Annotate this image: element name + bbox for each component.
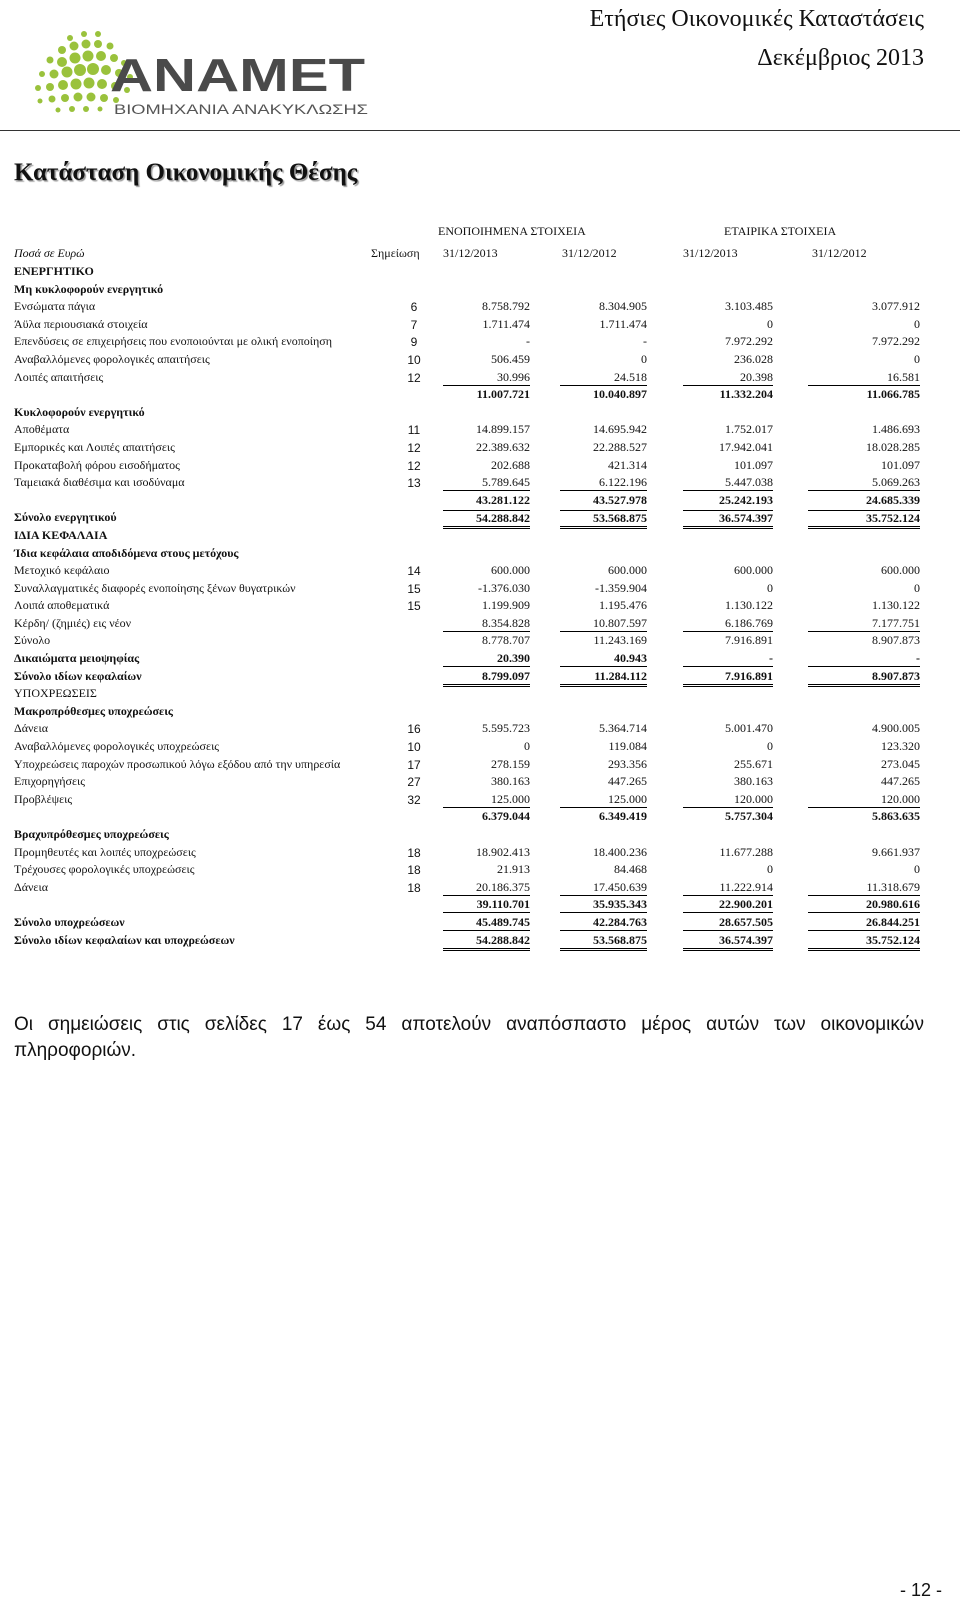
row-value: 20.980.616 <box>808 897 920 913</box>
row-note: 12 <box>407 440 421 455</box>
table-row <box>0 756 960 774</box>
note-header: Σημείωση <box>371 246 420 260</box>
row-value: 5.447.038 <box>683 475 773 491</box>
table-row <box>0 932 960 950</box>
row-value: 3.103.485 <box>725 299 773 314</box>
row-value: 42.284.763 <box>560 915 647 931</box>
balance-sheet-table <box>0 263 960 949</box>
row-value: 8.799.097 <box>443 669 530 687</box>
row-value: 8.907.873 <box>872 633 920 648</box>
row-value: -1.359.904 <box>595 580 647 595</box>
col-header-4: 31/12/2012 <box>812 246 867 260</box>
table-row <box>0 404 960 422</box>
row-label: Συναλλαγματικές διαφορές ενοποίησης ξένων θυγατρικών <box>14 580 296 595</box>
table-row <box>0 632 960 650</box>
row-value: 8.907.873 <box>808 669 920 687</box>
row-value: 5.757.304 <box>725 809 773 824</box>
row-value: 17.942.041 <box>719 439 773 454</box>
row-value: 22.900.201 <box>683 897 773 913</box>
row-value: 9.661.937 <box>872 844 920 859</box>
row-value: 0 <box>914 580 920 595</box>
row-value: 1.486.693 <box>872 422 920 437</box>
row-value: 0 <box>641 351 647 366</box>
row-label: Μη κυκλοφορούν ενεργητικό <box>14 281 164 296</box>
row-label: Κυκλοφορούν ενεργητικό <box>14 404 145 419</box>
row-value: 4.900.005 <box>872 721 920 736</box>
row-value: 22.288.527 <box>593 439 647 454</box>
row-label: Ταμειακά διαθέσιμα και ισοδύναμα <box>14 475 185 490</box>
anamet-logo <box>10 8 375 123</box>
row-value: 600.000 <box>881 563 920 578</box>
table-row <box>0 474 960 492</box>
row-value: 24.685.339 <box>866 492 920 507</box>
group-company: ΕΤΑΙΡΙΚΑ ΣΤΟΙΧΕΙΑ <box>724 224 837 238</box>
row-value: 8.354.828 <box>443 616 530 632</box>
row-value: 24.518 <box>560 370 647 386</box>
row-note: 18 <box>407 880 421 895</box>
row-note: 9 <box>410 335 418 350</box>
row-value: 8.758.792 <box>482 299 530 314</box>
row-note: 32 <box>407 792 421 807</box>
row-value: 0 <box>914 862 920 877</box>
row-label: Σύνολο υποχρεώσεων <box>14 914 125 929</box>
row-label: Προκαταβολή φόρου εισοδήματος <box>14 457 180 472</box>
row-value: 53.568.875 <box>560 933 647 951</box>
row-value: - <box>526 334 530 349</box>
row-value: 26.844.251 <box>808 915 920 931</box>
group-consolidated: ΕΝΟΠΟΙΗΜΕΝΑ ΣΤΟΙΧΕΙΑ <box>438 224 586 238</box>
table-row <box>0 492 960 510</box>
row-label: Δάνεια <box>14 721 48 736</box>
row-value: 236.028 <box>734 351 773 366</box>
row-value: 600.000 <box>734 563 773 578</box>
row-value: 35.752.124 <box>808 510 920 529</box>
row-value: 202.688 <box>491 457 530 472</box>
table-row <box>0 879 960 897</box>
row-value: 0 <box>767 316 773 331</box>
row-value: 39.110.701 <box>443 897 530 913</box>
table-row <box>0 668 960 686</box>
row-label: Σύνολο ενεργητικού <box>14 510 117 525</box>
row-value: 22.389.632 <box>476 439 530 454</box>
row-value: 43.281.122 <box>476 492 530 507</box>
table-row <box>0 281 960 299</box>
row-value: 7.916.891 <box>683 669 773 687</box>
table-row <box>0 298 960 316</box>
row-label: Ίδια κεφάλαια αποδιδόμενα στους μετόχους <box>14 545 239 560</box>
row-value: 20.390 <box>443 651 530 667</box>
logo-wordmark: ΑΝΑΜΕΤ <box>110 49 365 101</box>
row-value: - <box>643 334 647 349</box>
row-value: 1.130.122 <box>725 598 773 613</box>
row-label: Κέρδη/ (ζημιές) εις νέον <box>14 615 132 630</box>
table-row <box>0 791 960 809</box>
row-value: 5.001.470 <box>725 721 773 736</box>
row-label: Δάνεια <box>14 879 48 894</box>
row-note: 14 <box>407 564 421 579</box>
row-value: 18.902.413 <box>476 844 530 859</box>
row-label: Προμηθευτές και λοιπές υποχρεώσεις <box>14 844 196 859</box>
row-value: 36.574.397 <box>683 510 773 529</box>
page-number: - 12 - <box>899 1580 942 1600</box>
row-value: 7.972.292 <box>725 334 773 349</box>
row-value: 20.186.375 <box>443 880 530 896</box>
table-row <box>0 316 960 334</box>
row-value: -1.376.030 <box>478 580 530 595</box>
row-value: 1.199.909 <box>482 598 530 613</box>
row-label: Δικαιώματα μειοψηφίας <box>14 651 140 666</box>
row-value: - <box>683 651 773 667</box>
row-value: 447.265 <box>881 774 920 789</box>
row-note: 15 <box>407 599 421 614</box>
col-header-1: 31/12/2013 <box>443 246 498 260</box>
table-row <box>0 861 960 879</box>
row-value: 18.028.285 <box>866 439 920 454</box>
row-value: 53.568.875 <box>560 510 647 529</box>
row-label: Αναβαλλόμενες φορολογικές απαιτήσεις <box>14 351 210 366</box>
row-value: 123.320 <box>881 739 920 754</box>
row-value: 5.863.635 <box>872 809 920 824</box>
row-label: Σύνολο <box>14 633 51 648</box>
row-note: 18 <box>407 863 421 878</box>
row-value: 0 <box>767 580 773 595</box>
row-label: Αναβαλλόμενες φορολογικές υποχρεώσεις <box>14 739 220 754</box>
row-value: - <box>808 651 920 667</box>
table-row <box>0 615 960 633</box>
row-label: ΕΝΕΡΓΗΤΙΚΟ <box>14 264 94 278</box>
row-value: 380.163 <box>734 774 773 789</box>
row-value: 28.657.505 <box>683 915 773 931</box>
row-value: 0 <box>914 316 920 331</box>
col-header-3: 31/12/2013 <box>683 246 738 260</box>
table-row <box>0 509 960 527</box>
row-label: Εμπορικές και Λοιπές απαιτήσεις <box>14 439 175 454</box>
row-value: 447.265 <box>608 774 647 789</box>
row-value: 54.288.842 <box>443 510 530 529</box>
row-value: 1.711.474 <box>482 316 530 331</box>
row-value: 10.040.897 <box>593 387 647 402</box>
row-note: 7 <box>410 317 418 332</box>
col-header-2: 31/12/2012 <box>562 246 617 260</box>
row-label: Σύνολο ιδίων κεφαλαίων <box>14 668 142 683</box>
table-row <box>0 457 960 475</box>
row-note: 11 <box>407 423 421 438</box>
row-note: 18 <box>407 845 421 860</box>
row-label: Τρέχουσες φορολογικές υποχρεώσεις <box>14 862 195 877</box>
row-value: 84.468 <box>614 862 647 877</box>
row-value: 5.364.714 <box>599 721 647 736</box>
row-value: 6.186.769 <box>683 616 773 632</box>
row-note: 15 <box>407 581 421 596</box>
row-value: 0 <box>914 351 920 366</box>
currency-label: Ποσά σε Ευρώ <box>14 246 85 260</box>
table-row <box>0 844 960 862</box>
row-value: 293.356 <box>608 756 647 771</box>
footnote: Οι σημειώσεις στις σελίδες 17 έως 54 αποτελούν αναπόσπαστο μέρος αυτών των οικονομικών πληροφοριών. <box>14 1014 924 1061</box>
row-note: 10 <box>407 740 421 755</box>
row-label: Επενδύσεις σε επιχειρήσεις που ενοποιούνται με ολική ενοποίηση <box>14 334 333 349</box>
table-row <box>0 545 960 563</box>
row-value: 8.304.905 <box>599 299 647 314</box>
table-header-row <box>0 246 960 262</box>
table-row <box>0 773 960 791</box>
table-row <box>0 421 960 439</box>
row-value: 1.130.122 <box>872 598 920 613</box>
table-row <box>0 351 960 369</box>
table-row <box>0 386 960 404</box>
table-row <box>0 597 960 615</box>
row-note: 10 <box>407 352 421 367</box>
row-value: 421.314 <box>608 457 647 472</box>
row-value: 6.349.419 <box>599 809 647 824</box>
table-row <box>0 808 960 826</box>
row-value: 0 <box>524 739 530 754</box>
row-note: 13 <box>407 476 421 491</box>
table-row <box>0 369 960 387</box>
row-label: Επιχορηγήσεις <box>14 774 86 789</box>
row-label: ΥΠΟΧΡΕΩΣΕΙΣ <box>14 686 97 701</box>
row-value: 255.671 <box>734 756 773 771</box>
row-value: 11.007.721 <box>476 387 530 402</box>
row-value: 1.711.474 <box>599 316 647 331</box>
row-value: 35.752.124 <box>808 933 920 951</box>
row-value: 125.000 <box>560 792 647 808</box>
row-value: 14.899.157 <box>476 422 530 437</box>
row-note: 6 <box>410 300 418 315</box>
table-row <box>0 527 960 545</box>
row-note: 12 <box>407 458 421 473</box>
row-value: 40.943 <box>560 651 647 667</box>
row-label: Προβλέψεις <box>14 791 73 806</box>
table-row <box>0 650 960 668</box>
row-value: 6.122.196 <box>560 475 647 491</box>
table-row <box>0 914 960 932</box>
row-value: 125.000 <box>443 792 530 808</box>
report-date: Δεκέμβριος 2013 <box>757 45 924 71</box>
logo-subtitle: ΒΙΟΜΗΧΑΝΙΑ ΑΝΑΚΥΚΛΩΣΗΣ <box>114 102 368 117</box>
table-row <box>0 826 960 844</box>
row-value: 11.284.112 <box>560 669 647 687</box>
row-value: 11.332.204 <box>719 387 773 402</box>
row-label: Αποθέματα <box>14 422 70 437</box>
table-row <box>0 562 960 580</box>
row-note: 12 <box>407 370 421 385</box>
row-label: ΙΔΙΑ ΚΕΦΑΛΑΙΑ <box>14 527 108 542</box>
row-value: 7.177.751 <box>808 616 920 632</box>
table-row <box>0 263 960 281</box>
row-value: 7.972.292 <box>872 334 920 349</box>
row-value: 5.069.263 <box>808 475 920 491</box>
row-value: 1.752.017 <box>725 422 773 437</box>
table-row <box>0 738 960 756</box>
row-value: 119.084 <box>608 739 647 754</box>
row-value: 16.581 <box>808 370 920 386</box>
row-value: 43.527.978 <box>593 492 647 507</box>
row-value: 3.077.912 <box>872 299 920 314</box>
row-label: Λοιπά αποθεματικά <box>14 598 110 613</box>
row-value: 11.066.785 <box>866 387 920 402</box>
row-note: 17 <box>407 757 421 772</box>
row-value: 8.778.707 <box>482 633 530 648</box>
report-title: Ετήσιες Οικονομικές Καταστάσεις <box>589 6 924 32</box>
row-value: 0 <box>767 739 773 754</box>
table-row <box>0 703 960 721</box>
page-title: Κατάσταση Οικονομικής Θέσης <box>14 159 358 186</box>
row-label: Άϋλα περιουσιακά στοιχεία <box>14 316 148 331</box>
table-row <box>0 439 960 457</box>
row-value: 10.807.597 <box>560 616 647 632</box>
row-value: 45.489.745 <box>443 915 530 931</box>
row-value: 5.789.645 <box>443 475 530 491</box>
row-value: 35.935.343 <box>560 897 647 913</box>
row-value: 101.097 <box>734 457 773 472</box>
row-value: 600.000 <box>491 563 530 578</box>
row-value: 11.318.679 <box>808 880 920 896</box>
row-value: 25.242.193 <box>719 492 773 507</box>
row-label: Μετοχικό κεφάλαιο <box>14 563 110 578</box>
row-value: 380.163 <box>491 774 530 789</box>
row-value: 7.916.891 <box>725 633 773 648</box>
table-row <box>0 685 960 703</box>
row-value: 30.996 <box>443 370 530 386</box>
row-value: 54.288.842 <box>443 933 530 951</box>
row-value: 20.398 <box>683 370 773 386</box>
row-value: 273.045 <box>881 756 920 771</box>
row-value: 278.159 <box>491 756 530 771</box>
row-value: 1.195.476 <box>599 598 647 613</box>
row-value: 36.574.397 <box>683 933 773 951</box>
row-value: 5.595.723 <box>482 721 530 736</box>
row-value: 120.000 <box>683 792 773 808</box>
row-label: Σύνολο ιδίων κεφαλαίων και υποχρεώσεων <box>14 932 235 947</box>
row-value: 11.677.288 <box>719 844 773 859</box>
table-row <box>0 333 960 351</box>
row-value: 17.450.639 <box>560 880 647 896</box>
row-value: 6.379.044 <box>482 809 530 824</box>
row-note: 27 <box>407 775 421 790</box>
row-value: 101.097 <box>881 457 920 472</box>
row-value: 120.000 <box>808 792 920 808</box>
row-label: Μακροπρόθεσμες υποχρεώσεις <box>14 703 173 718</box>
row-value: 11.222.914 <box>683 880 773 896</box>
row-value: 18.400.236 <box>593 844 647 859</box>
row-value: 11.243.169 <box>593 633 647 648</box>
row-label: Ενσώματα πάγια <box>14 299 96 314</box>
table-row <box>0 720 960 738</box>
row-label: Λοιπές απαιτήσεις <box>14 369 104 384</box>
row-value: 506.459 <box>491 351 530 366</box>
row-value: 14.695.942 <box>593 422 647 437</box>
row-note: 16 <box>407 722 421 737</box>
row-value: 0 <box>767 862 773 877</box>
header-divider <box>0 130 960 131</box>
row-value: 600.000 <box>608 563 647 578</box>
table-row <box>0 896 960 914</box>
row-label: Βραχυπρόθεσμες υποχρεώσεις <box>14 827 169 841</box>
row-value: 21.913 <box>497 862 530 877</box>
row-label: Υποχρεώσεις παροχών προσωπικού λόγω εξόδου από την υπηρεσία <box>14 756 341 771</box>
table-row <box>0 580 960 598</box>
